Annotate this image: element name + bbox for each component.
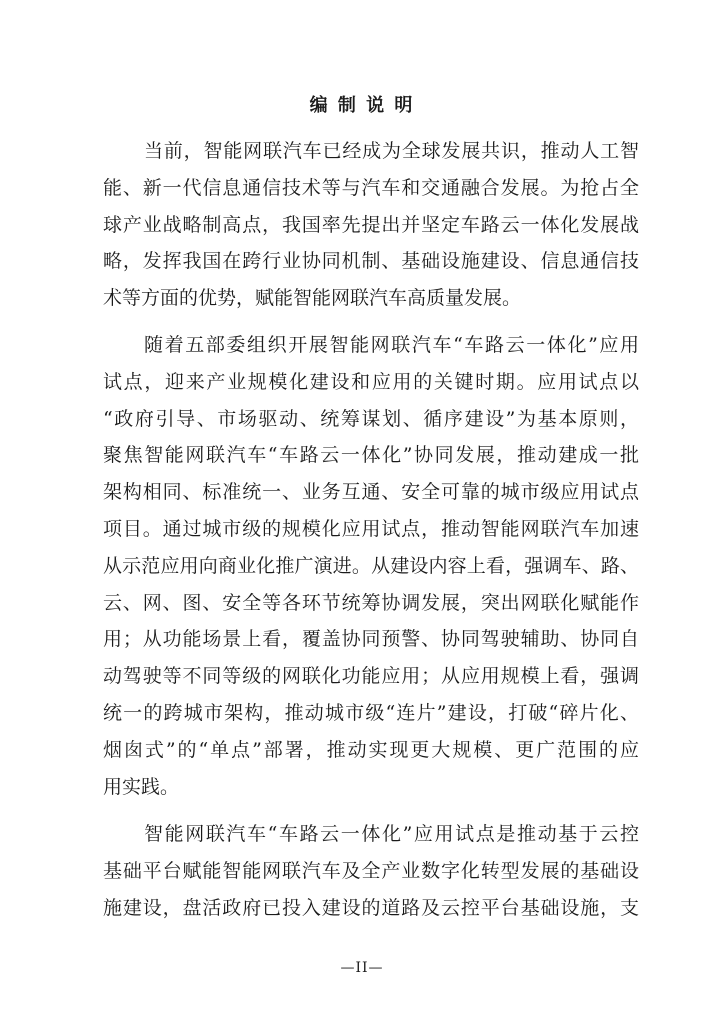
body-line: 术等方面的优势，赋能智能网联汽车高质量发展。 <box>103 287 522 310</box>
body-line: 用；从功能场景上看，覆盖协同预警、协同驾驶辅助、协同自 <box>103 628 639 651</box>
body-line: 施建设，盘活政府已投入建设的道路及云控平台基础设施，支 <box>103 896 639 919</box>
body-line: 聚焦智能网联汽车“车路云一体化”协同发展，推动建成一批 <box>103 444 639 467</box>
body-line: 用实践。 <box>103 775 180 798</box>
body-line: 能、新一代信息通信技术等与汽车和交通融合发展。为抢占全 <box>103 176 639 199</box>
paragraph-1 <box>103 133 639 317</box>
body-line: 从示范应用向商业化推广演进。从建设内容上看，强调车、路、 <box>103 554 639 577</box>
document-title: 编 制 说 明 <box>309 95 415 116</box>
body-line: 当前，智能网联汽车已经成为全球发展共识，推动人工智 <box>144 140 639 162</box>
body-line: 云、网、图、安全等各环节统筹协调发展，突出网联化赋能作 <box>103 591 639 614</box>
paragraph-3 <box>103 816 639 926</box>
body-line: 智能网联汽车“车路云一体化”应用试点是推动基于云控 <box>144 823 639 845</box>
body-line: 统一的跨城市架构，推动城市级“连片”建设，打破“碎片化、 <box>103 701 639 724</box>
paragraph-2 <box>103 327 639 805</box>
body-line: 球产业战略制高点，我国率先提出并坚定车路云一体化发展战 <box>103 213 639 236</box>
page-number: —II— <box>340 960 384 976</box>
body-line: 试点，迎来产业规模化建设和应用的关键时期。应用试点以 <box>103 370 639 393</box>
body-line: 略，发挥我国在跨行业协同机制、基础设施建设、信息通信技 <box>103 250 639 273</box>
body-line: 动驾驶等不同等级的网联化功能应用；从应用规模上看，强调 <box>103 665 639 688</box>
body-line: 随着五部委组织开展智能网联汽车“车路云一体化”应用 <box>144 334 639 356</box>
body-line: 项目。通过城市级的规模化应用试点，推动智能网联汽车加速 <box>103 517 639 540</box>
body-line: 烟囱式”的“单点”部署，推动实现更大规模、更广范围的应 <box>103 738 639 761</box>
body-line: 架构相同、标准统一、业务互通、安全可靠的城市级应用试点 <box>103 481 639 504</box>
body-line: 基础平台赋能智能网联汽车及全产业数字化转型发展的基础设 <box>103 859 639 882</box>
body-line: “政府引导、市场驱动、统筹谋划、循序建设”为基本原则， <box>103 407 639 430</box>
